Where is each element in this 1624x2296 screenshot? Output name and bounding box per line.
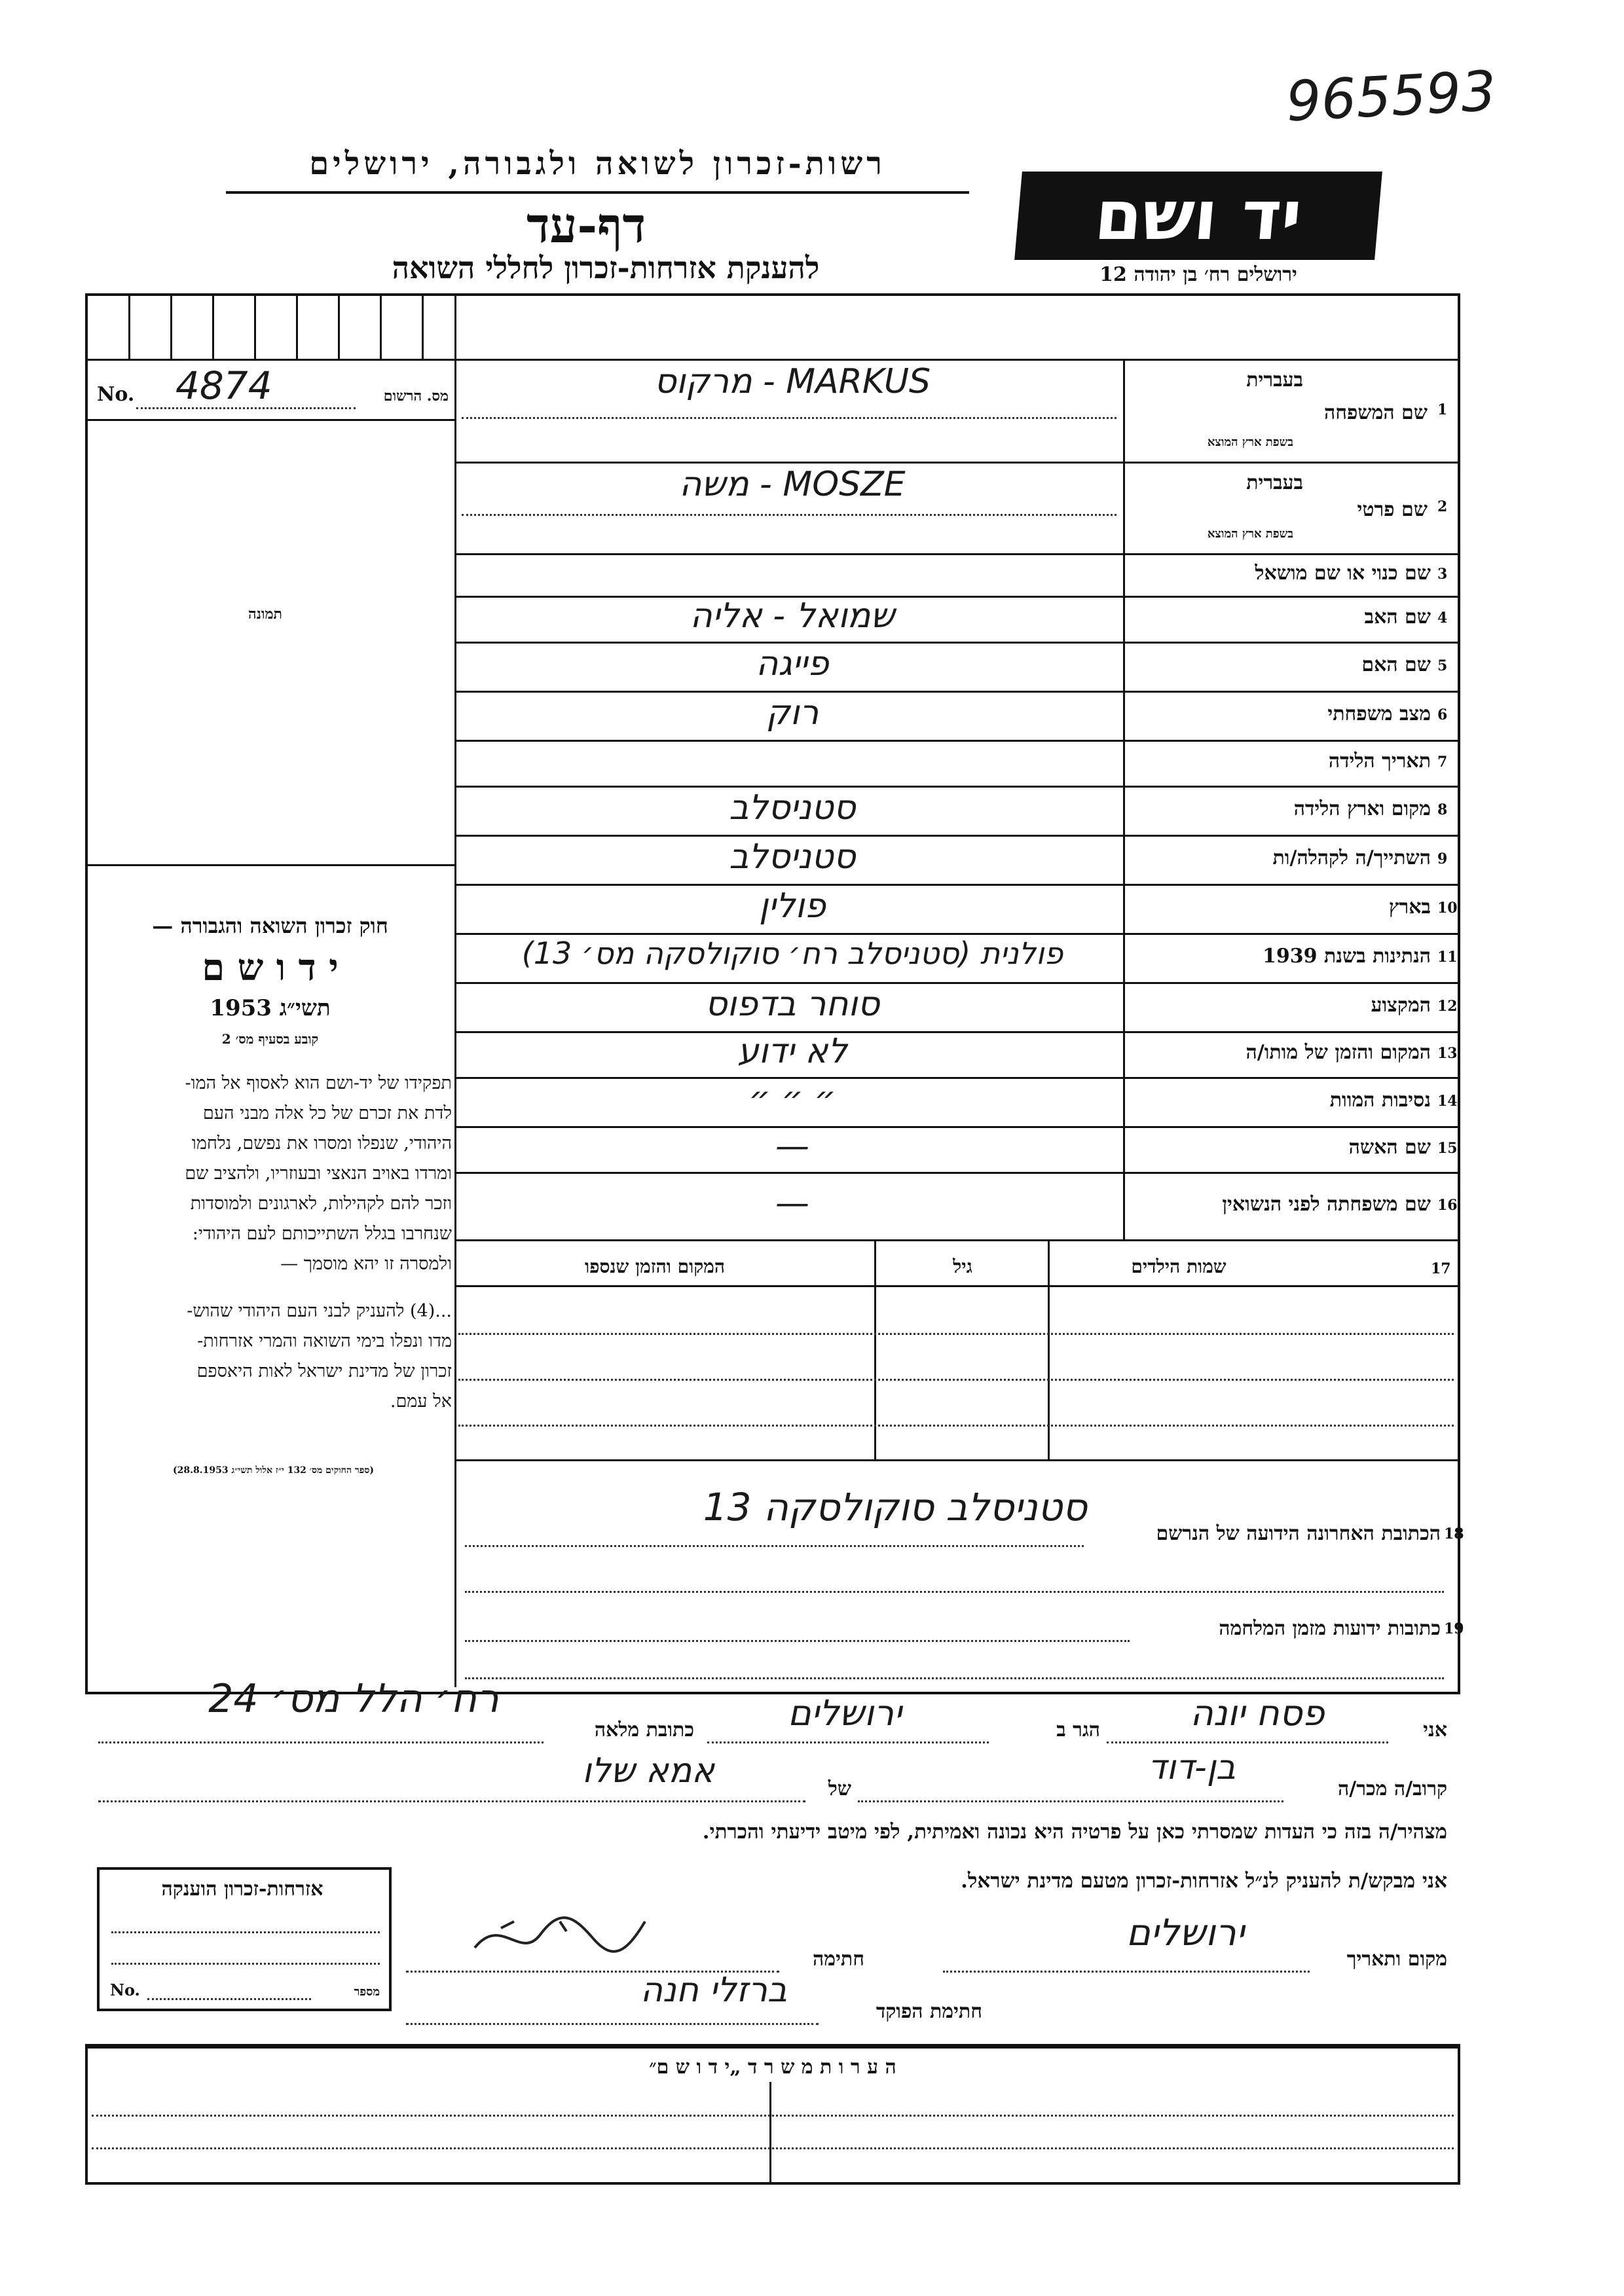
field-18-label: הכתובת האחרונה הידועה של הנרשם [1156,1522,1441,1545]
row-divider [454,1172,1460,1174]
law-year: תשי״ג 1953 [210,995,331,1021]
field-6-number: 6 [1437,706,1448,723]
field-1-sub-origin: בשפת ארץ המוצא [1207,435,1293,449]
field-14-number: 14 [1437,1092,1458,1110]
remarks-title: ה ע ר ו ת מ ש ר ד „י ד ו ש ם״ [649,2056,896,2079]
field-10-label: בארץ [1388,895,1431,919]
of-value: אמא שלו [582,1751,714,1791]
authority-line: רשות-זכרון לשואה ולגבורה, ירושלים [309,145,886,182]
field-16-number: 16 [1437,1196,1458,1214]
divider [85,359,1460,361]
logo-address: ירושלים רח׳ בן יהודה 12 [1099,263,1297,286]
label-column-divider [1123,359,1125,1239]
field-8-label: מקום וארץ הלידה [1293,797,1431,820]
field-3-label: שם כנוי או שם מושאל [1255,561,1431,585]
field-19-label: כתובות ידועות מזמן המלחמה [1219,1617,1441,1640]
field-14-label: נסיבות המוות [1329,1088,1431,1112]
left-column-divider [454,296,456,1687]
field-9-number: 9 [1437,850,1448,867]
field-12-label: המקצוע [1371,993,1431,1017]
field-9-value: סטניסלב [729,837,856,877]
award-no-label: No. [110,1980,140,1999]
row-divider [454,462,1460,464]
registration-no-label: No. [97,383,135,406]
field-16-label: שם משפחתה לפני הנשואין [1222,1192,1431,1216]
field-11-value: פולנית (סטניסלב רח׳ סוקולסקה מס׳ 13) [521,935,1063,971]
field-5-value: פייגה [756,644,829,683]
field-11-label: הנתינות בשנת 1939 [1262,944,1431,968]
witness-signature [462,1902,658,1974]
officer-value: ברזלי חנה [640,1971,787,2010]
divider [454,1239,1460,1241]
registration-no-label-he: מס. הרשום [383,388,449,405]
place-date-label: מקום ותאריך [1346,1948,1447,1971]
field-1-value: MARKUS - מרקוס [654,362,931,401]
law-section: קובע בסעיף מס׳ 2 [221,1031,319,1047]
award-number-label: מספר [354,1985,380,1999]
photo-label: תמונה [248,606,282,623]
declaration-statement-1: מצהיר/ה בזה כי העדות שמסרתי כאן על פרטיה היא נכונה ואמיתית, לפי מיטב ידיעתי והכרתי. [702,1820,1447,1844]
field-1-label: שם המשפחה [1323,401,1428,424]
field-7-label: תאריך הלידה [1328,750,1431,773]
field-13-number: 13 [1437,1045,1458,1062]
children-col-names: שמות הילדים [1131,1256,1227,1277]
field-16-value: — [775,1183,809,1223]
field-5-label: שם האם [1361,653,1431,676]
archive-number: 965593 [1284,58,1498,134]
field-3-number: 3 [1437,565,1448,583]
field-12-number: 12 [1437,997,1458,1015]
full-address-value: רח׳ הלל מס׳ 24 [208,1676,499,1722]
law-body: תפקידו של יד-ושם הוא לאסוף אל המו- לדת את זכרם של כל אלה מבני העם היהודי, שנפלו ומסרו את נפשם, נלחמו ומרדו באויב הנאצי ובעוזריו, ולהציב שם וזכר להם לקהילות, לארגונים ולמוסדות שנחרבו בגלל השתייכותם לעם היהודי: ולמסרה זו יהא מוסמך — [185,1073,452,1274]
field-1-number: 1 [1437,401,1448,418]
form-subtitle: להענקת אזרחות-זכרון לחללי השואה [392,250,820,285]
place-date-value: ירושלים [1126,1912,1245,1954]
divider [85,864,454,866]
field-18-value: סטניסלב סוקולסקה 13 [703,1485,1087,1529]
field-4-label: שם האב [1364,606,1431,629]
field-2-number: 2 [1437,498,1448,515]
field-12-value: סוחר בדפוס [705,984,880,1024]
law-name: י ד ו ש ם [202,946,339,989]
declaration-ani-value: פסח יונה [1190,1692,1325,1734]
field-5-number: 5 [1437,657,1448,674]
officer-label: חתימת הפוקד [876,2000,982,2023]
lives-in-label: הגר ב [1056,1719,1100,1741]
award-box-title: אזרחות-זכרון הוענקה [161,1878,323,1901]
field-15-label: שם האשה [1348,1136,1431,1159]
field-2-value: MOSZE - משה [679,465,906,504]
field-14-value: ״ ״ ״ [748,1079,836,1119]
declaration-statement-2: אני מבקש/ת להעניק לנ״ל אזרחות-זכרון מטעם מדינת ישראל. [961,1869,1447,1893]
children-col-age: גיל [953,1256,972,1277]
field-19-number: 19 [1444,1620,1464,1637]
field-4-value: שמואל - אליה [690,596,895,636]
field-7-number: 7 [1437,754,1448,771]
field-13-label: המקום והזמן של מותו/ה [1246,1041,1431,1064]
declaration-ani-label: אני [1423,1719,1447,1741]
lives-in-value: ירושלים [787,1692,902,1734]
field-10-number: 10 [1437,899,1458,917]
field-9-label: השתייך/ה לקהלה/ות [1272,846,1431,869]
relative-label: קרוב/ה מכר/ה [1338,1777,1447,1800]
field-1-sub-hebrew: בעברית [1246,369,1303,392]
field-2-sub-hebrew: בעברית [1246,471,1303,494]
law-title: חוק זכרון השואה והגבורה — [152,913,388,938]
field-15-value: — [775,1127,809,1166]
field-4-number: 4 [1437,610,1448,627]
full-address-label: כתובת מלאה [594,1719,694,1741]
field-2-sub-origin: בשפת ארץ המוצא [1207,527,1293,541]
form-title: דף-עד [526,198,646,254]
field-18-number: 18 [1444,1525,1464,1542]
authority-underline [226,191,969,194]
field-11-number: 11 [1437,948,1458,966]
relative-value: בן-דוד [1148,1748,1236,1787]
field-15-number: 15 [1437,1140,1458,1157]
children-field-number: 17 [1431,1260,1451,1277]
field-6-label: מצב משפחתי [1327,702,1431,725]
divider [85,419,454,421]
yad-vashem-logo: יד ושם [1014,172,1382,260]
row-divider [454,740,1460,742]
row-divider [454,553,1460,555]
signature-label: חתימה [813,1948,864,1971]
field-2-label: שם פרטי [1357,498,1428,521]
field-6-value: רוק [766,693,819,733]
children-col-place: המקום והזמן שנספו [585,1256,725,1277]
law-clause: ...(4) להעניק לבני העם היהודי שהוש- מדו ונפלו בימי השואה והמרי אזרחות- זכרון של מדינת ישראל לאות היאספם אל עמם. [187,1301,452,1412]
field-10-value: פולין [759,886,826,926]
law-citation: (ספר החוקים מס׳ 132 י״ז אלול תשי״ג 28.8.1953) [173,1465,374,1476]
of-label: של [828,1777,851,1800]
field-13-value: לא ידוע [737,1032,847,1071]
field-8-number: 8 [1437,801,1448,818]
field-8-value: סטניסלב [729,788,856,828]
registration-no-value: 4874 [175,363,272,408]
